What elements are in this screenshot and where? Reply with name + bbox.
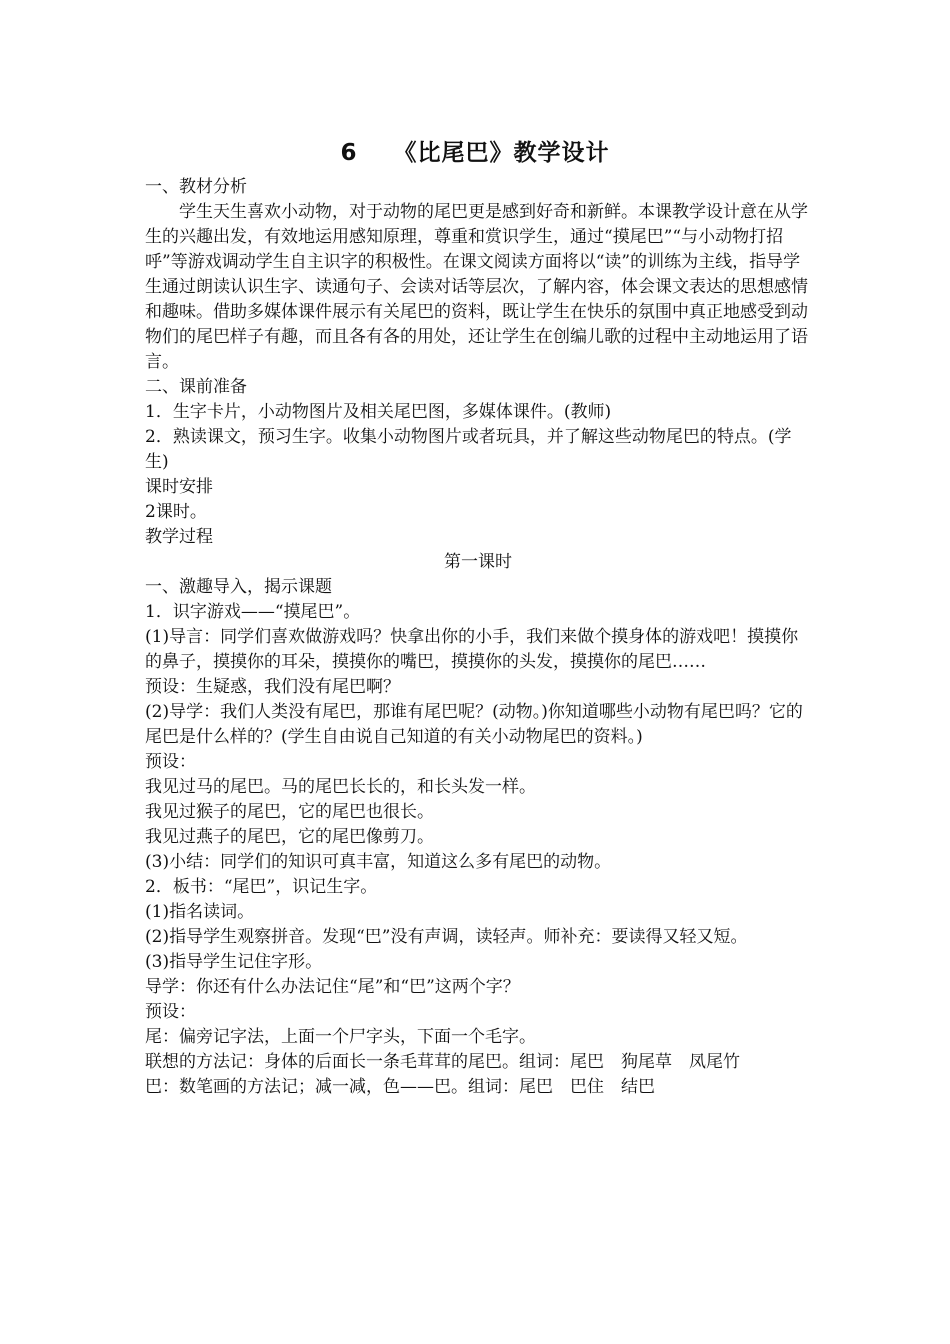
body-line: (3)小结：同学们的知识可真丰富，知道这么多有尾巴的动物。: [145, 852, 612, 872]
section-heading: 教学过程: [145, 527, 213, 547]
body-line: 我见过燕子的尾巴，它的尾巴像剪刀。: [145, 827, 434, 847]
body-line: 导学：你还有什么办法记住“尾”和“巴”这两个字？: [145, 977, 520, 997]
body-paragraph: 联想的方法记：身体的后面长一条毛茸茸的尾巴。组词：尾巴 狗尾草 凤尾竹: [145, 1052, 740, 1072]
lesson-heading: 第一课时: [444, 552, 512, 572]
body-line: 2课时。: [145, 502, 207, 522]
section-heading: 课时安排: [145, 477, 213, 497]
list-item: 2．板书：“尾巴”，识记生字。: [145, 877, 378, 897]
body-paragraph: (2)导学：我们人类没有尾巴，那谁有尾巴呢？(动物。)你知道哪些小动物有尾巴吗？它的尾巴是什么样的？(学生自由说自己知道的有关小动物尾巴的资料。): [145, 702, 803, 747]
body-paragraph: (2)指导学生观察拼音。发现“巴”没有声调，读轻声。师补充：要读得又轻又短。: [145, 927, 748, 947]
body-line: (3)指导学生记住字形。: [145, 952, 323, 972]
section-heading: 一、教材分析: [145, 177, 247, 197]
body-line: 预设：生疑惑，我们没有尾巴啊？: [145, 677, 400, 697]
body-line: 巴：数笔画的方法记；减一减，色——巴。组词：尾巴 巴住 结巴: [145, 1077, 655, 1097]
page-title: [0, 136, 950, 170]
body-line: 我见过马的尾巴。马的尾巴长长的，和长头发一样。: [145, 777, 536, 797]
body-paragraph: (1)导言：同学们喜欢做游戏吗？快拿出你的小手，我们来做个摸身体的游戏吧！摸摸你的鼻子，摸摸你的耳朵，摸摸你的嘴巴，摸摸你的头发，摸摸你的尾巴……: [145, 627, 799, 672]
list-item: 2．熟读课文，预习生字。收集小动物图片或者玩具，并了解这些动物尾巴的特点。(学生): [145, 427, 792, 472]
body-line: 预设：: [145, 1002, 196, 1022]
title-text: 《比尾巴》教学设计: [393, 140, 610, 166]
body-line: (1)指名读词。: [145, 902, 255, 922]
list-item: 1．识字游戏——“摸尾巴”。: [145, 602, 361, 622]
section-heading: 二、课前准备: [145, 377, 247, 397]
body-line: 尾：偏旁记字法，上面一个尸字头，下面一个毛字。: [145, 1027, 536, 1047]
title-number: 6: [340, 140, 358, 166]
body-paragraph: 学生天生喜欢小动物，对于动物的尾巴更是感到好奇和新鲜。本课教学设计意在从学生的兴趣出发，有效地运用感知原理，尊重和赏识学生，通过“摸尾巴”“与小动物打招呼”等游戏调动学生自主识字的积极性。在课文阅读方面将以“读”的训练为主线，指导学生通过朗读认识生字、读通句子、会读对话等层次，了解内容，体会课文表达的思想感情和趣味。借助多媒体课件展示有关尾巴的资料，既让学生在快乐的氛围中真正地感受到动物们的尾巴样子有趣，而且各有各的用处，还让学生在创编儿歌的过程中主动地运用了语言。: [145, 202, 808, 372]
section-heading: 一、激趣导入，揭示课题: [145, 577, 332, 597]
list-item: 1．生字卡片，小动物图片及相关尾巴图，多媒体课件。(教师): [145, 402, 612, 422]
body-line: 预设：: [145, 752, 196, 772]
body-line: 我见过猴子的尾巴，它的尾巴也很长。: [145, 802, 434, 822]
document-body: [145, 175, 811, 1100]
